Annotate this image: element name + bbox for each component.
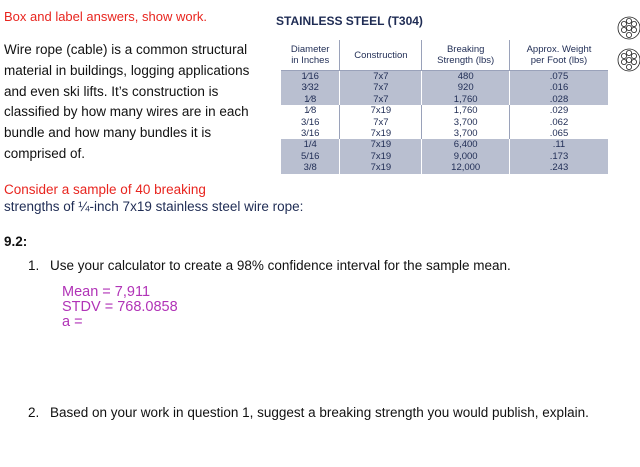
strengths-text: strengths of ¼-inch 7x19 stainless steel wire rope: [4, 199, 304, 214]
header-breaking-strength [422, 40, 510, 71]
paragraph-line: and even ski lifts. It’s construction is [4, 83, 219, 99]
wire-rope-crosssection-icon [612, 16, 640, 80]
cell-weight: .075 [509, 71, 608, 83]
cell-diameter: 1⁄8 [281, 94, 340, 105]
cell-construction: 7x7 [340, 94, 422, 105]
header-weight [509, 40, 608, 71]
table-row [281, 71, 608, 83]
cell-weight: .062 [509, 117, 608, 128]
instruction-text: Box and label answers, show work. [4, 9, 208, 24]
paragraph-line: comprised of. [4, 145, 86, 161]
cell-diameter: 3/8 [281, 162, 340, 173]
cell-weight: .243 [509, 162, 608, 173]
question-2-number: 2. [28, 405, 40, 420]
cell-construction: 7x7 [340, 117, 422, 128]
cell-weight: .065 [509, 128, 608, 139]
cell-construction: 7x19 [340, 151, 422, 162]
table-row [281, 162, 608, 173]
header-breaking-line1: Breaking [446, 44, 485, 55]
table-row [281, 105, 608, 116]
cell-diameter: 3⁄32 [281, 82, 340, 93]
header-construction: Construction [340, 40, 422, 71]
cell-construction: 7x19 [340, 162, 422, 173]
cell-strength: 1,760 [422, 94, 510, 105]
question-1 [28, 258, 511, 273]
question-1-number: 1. [28, 258, 40, 273]
wire-rope-table [281, 40, 608, 174]
header-diameter [281, 40, 340, 71]
paragraph-line: bundle and how many bundles it is [4, 125, 212, 141]
header-breaking-line2: Strength (lbs) [437, 55, 495, 66]
cell-strength: 3,700 [422, 117, 510, 128]
cell-construction: 7x19 [340, 128, 422, 139]
cell-weight: .11 [509, 139, 608, 150]
cell-construction: 7x7 [340, 82, 422, 93]
table-header-row [281, 40, 608, 71]
header-diameter-line1: Diameter [290, 44, 330, 55]
paragraph-line: Wire rope (cable) is a common structural [4, 42, 248, 57]
question-2 [28, 405, 589, 420]
section-heading: 9.2: [4, 234, 28, 249]
answer-alpha: a = [62, 314, 83, 330]
paragraph-line: material in buildings, logging applications [4, 62, 250, 78]
cell-weight: .173 [509, 151, 608, 162]
question-1-text: Use your calculator to create a 98% confidence interval for the sample mean. [50, 258, 511, 273]
answer-stdv: STDV = 768.0858 [62, 299, 178, 315]
table-row [281, 151, 608, 162]
cell-strength: 920 [422, 82, 510, 93]
cell-strength: 3,700 [422, 128, 510, 139]
intro-paragraph [4, 40, 266, 165]
header-weight-line2: per Foot (lbs) [530, 55, 588, 66]
cell-construction: 7x7 [340, 71, 422, 83]
table-row [281, 128, 608, 139]
cell-diameter: 3/16 [281, 128, 340, 139]
cell-diameter: 1/4 [281, 139, 340, 150]
table-row [281, 117, 608, 128]
cell-strength: 1,760 [422, 105, 510, 116]
cell-construction: 7x19 [340, 139, 422, 150]
cell-weight: .016 [509, 82, 608, 93]
header-diameter-line2: in Inches [291, 55, 330, 66]
table-row [281, 94, 608, 105]
answer-mean: Mean = 7,911 [62, 284, 151, 300]
cell-weight: .028 [509, 94, 608, 105]
table-row [281, 82, 608, 93]
cell-diameter: 5/16 [281, 151, 340, 162]
cell-weight: .029 [509, 105, 608, 116]
cell-strength: 480 [422, 71, 510, 83]
consider-text: Consider a sample of 40 breaking [4, 182, 206, 197]
question-2-text: Based on your work in question 1, suggest a breaking strength you would publish, explain. [50, 405, 589, 420]
table-title: STAINLESS STEEL (T304) [276, 14, 423, 28]
cell-strength: 6,400 [422, 139, 510, 150]
cell-strength: 9,000 [422, 151, 510, 162]
cell-diameter: 3/16 [281, 117, 340, 128]
cell-diameter: 1⁄16 [281, 71, 340, 83]
paragraph-line: classified by how many wires are in each [4, 104, 249, 120]
table-row [281, 139, 608, 150]
cell-construction: 7x19 [340, 105, 422, 116]
cell-strength: 12,000 [422, 162, 510, 173]
header-weight-line1: Approx. Weight [526, 44, 592, 55]
cell-diameter: 1⁄8 [281, 105, 340, 116]
